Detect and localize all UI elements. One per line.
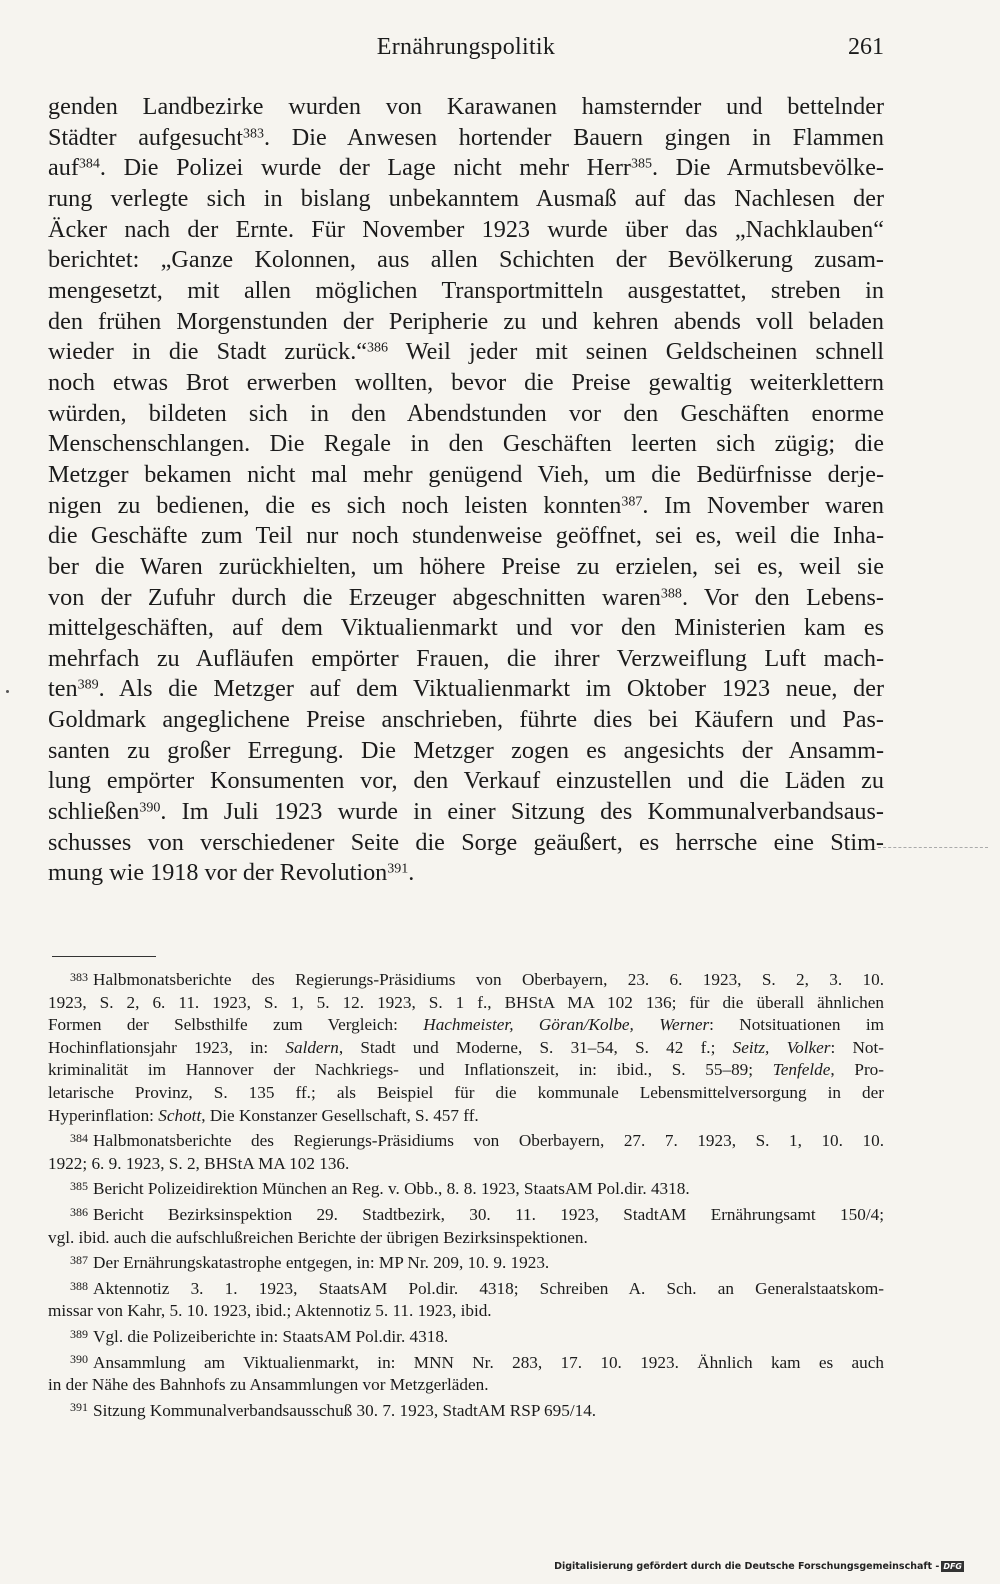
footnote-number: 387 [70,1252,89,1267]
body-line: wieder in die Stadt zurück.“$^{386}$ Weil jeder mit seinen Geldscheinen schnell [48,338,884,366]
footnote [48,1252,884,1275]
footnote [48,1278,884,1323]
dfg-logo: DFG [943,1562,962,1571]
body-line: nigen zu bedienen, die es sich noch leisten konnten$^{387}$. Im November waren [48,491,884,519]
footnote-line: $^{386}$ Bericht Bezirksinspektion 29. Stadtbezirk, 30. 11. 1923, StadtAM Ernährungsamt 150/4; [70,1204,884,1224]
footnote-separator [52,956,156,957]
footnote [48,1400,884,1423]
footnote-number: 389 [70,1326,89,1341]
footnote-number: 385 [70,1179,89,1194]
footnote-line: kriminalität im Hannover der Nachkriegs- und Inflationszeit, in: ibid., S. 55–89; Tenfelde, Pro- [48,1060,884,1080]
footnote-line: $^{383}$ Halbmonatsberichte des Regierungs-Präsidiums von Oberbayern, 23. 6. 1923, S. 2, 3. 10. [70,969,884,989]
body-line: die Geschäfte zum Teil nur noch stundenweise geöffnet, sei es, weil die Inha- [48,522,884,550]
body-line: genden Landbezirke wurden von Karawanen hamsternder und bettelnder [48,93,884,120]
footnote-number: 391 [70,1400,89,1415]
footnote-line: $^{384}$ Halbmonatsberichte des Regierungs-Präsidiums von Oberbayern, 27. 7. 1923, S. 1, 10. 10. [70,1130,884,1151]
body-line: noch etwas Brot erwerben wollten, bevor die Preise gewaltig weiterklettern [48,368,884,396]
body-line: von der Zufuhr durch die Erzeuger abgeschnitten waren$^{388}$. Vor den Lebens- [48,583,884,611]
footnote-line: $^{389}$ Vgl. die Polizeiberichte in: StaatsAM Pol.dir. 4318. [70,1326,449,1346]
body-line: Menschenschlangen. Die Regale in den Geschäften leerten sich zügig; die [48,430,884,458]
body-line: Äcker nach der Ernte. Für November 1923 wurde über das „Nachklauben“ [48,215,884,243]
footnote-number: 386 [70,1204,89,1219]
footnote-line: Formen der Selbsthilfe zum Vergleich: Hachmeister, Göran/Kolbe, Werner: Notsituationen im [48,1015,884,1035]
body-line: schusses von verschiedener Seite die Sorge geäußert, es herrsche eine Stim- [48,828,884,856]
scan-bleed-through-mark [878,847,988,849]
footnote-line: in der Nähe des Bahnhofs zu Ansammlungen vor Metzgerläden. [48,1375,489,1395]
scan-margin-mark [6,690,9,693]
credit-text: Digitalisierung gefördert durch die Deutsche Forschungsgemeinschaft - [554,1561,940,1572]
footnote-line: $^{390}$ Ansammlung am Viktualienmarkt, in: MNN Nr. 283, 17. 10. 1923. Ähnlich kam es auch [70,1352,884,1372]
body-line: santen zu großer Erregung. Die Metzger zogen es angesichts der Ansamm- [48,736,884,764]
body-line: Städter aufgesucht$^{383}$. Die Anwesen hortender Bauern gingen in Flammen [48,123,885,151]
body-line: schließen$^{390}$. Im Juli 1923 wurde in einer Sitzung des Kommunalverbandsaus- [48,798,884,826]
body-line: ten$^{389}$. Als die Metzger auf dem Viktualienmarkt im Oktober 1923 neue, der [48,675,884,703]
footnote-line: $^{388}$ Aktennotiz 3. 1. 1923, StaatsAM Pol.dir. 4318; Schreiben A. Sch. an Generalstaatskom- [70,1278,884,1298]
footnote-line: 1923, S. 2, 6. 11. 1923, S. 1, 5. 12. 1923, S. 1 f., BHStA MA 102 136; für die überall ähnlichen [48,992,884,1012]
body-line: rung verlegte sich in bislang unbekanntem Ausmaß auf das Nachlesen der [48,184,884,212]
body-line: auf$^{384}$. Die Polizei wurde der Lage nicht mehr Herr$^{385}$. Die Armutsbevölke- [48,154,884,182]
body-line: den frühen Morgenstunden der Peripherie zu und kehren abends voll beladen [48,307,884,335]
footnote-number: 390 [70,1352,89,1367]
footnote-line: letarische Provinz, S. 135 ff.; als Beispiel für die kommunale Lebensmittelversorgung in der [48,1082,884,1102]
footnote-line: Hochinflationsjahr 1923, in: Saldern, Stadt und Moderne, S. 31–54, S. 42 f.; Seitz, Volker: Not- [48,1037,885,1057]
footnote [48,1352,884,1397]
body-line: würden, bildeten sich in den Abendstunden vor den Geschäften enorme [48,399,884,427]
body-line: mengesetzt, mit allen möglichen Transportmitteln ausgestattet, streben in [48,276,884,304]
footnote-line: vgl. ibid. auch die aufschlußreichen Berichte der übrigen Bezirksinspektionen. [48,1227,588,1247]
body-line: mung wie 1918 vor der Revolution$^{391}$. [48,859,415,887]
body-line: mittelgeschäften, auf dem Viktualienmarkt und vor den Ministerien kam es [48,614,884,642]
footnote-number: 383 [70,969,89,984]
body-line: Metzger bekamen nicht mal mehr genügend Vieh, um die Bedürfnisse derje- [48,460,884,488]
page-header [48,34,884,66]
footnote-line: 1922; 6. 9. 1923, S. 2, BHStA MA 102 136. [48,1153,350,1173]
footnote [48,1204,884,1249]
body-line: berichtet: „Ganze Kolonnen, aus allen Schichten der Bevölkerung zusam- [48,246,884,274]
body-line: ber die Waren zurückhielten, um höhere Preise zu erzielen, sei es, weil sie [48,552,884,580]
page-number: 261 [848,34,884,60]
body-line: mehrfach zu Aufläufen empörter Frauen, die ihrer Verzweiflung Luft mach- [48,644,884,672]
footnote [48,1326,884,1349]
body-line: lung empörter Konsumenten vor, den Verkauf einzustellen und die Läden zu [48,767,884,795]
footnote-line: $^{391}$ Sitzung Kommunalverbandsausschuß 30. 7. 1923, StadtAM RSP 695/14. [70,1400,597,1420]
body-text [48,92,884,889]
footnote [48,969,884,1127]
footnote-number: 384 [70,1130,89,1145]
footnote-line: $^{385}$ Bericht Polizeidirektion München an Reg. v. Obb., 8. 8. 1923, StaatsAM Pol.dir. 4318. [70,1179,690,1199]
footnotes [48,969,884,1422]
running-title: Ernährungspolitik [376,34,556,60]
footnote [48,1130,884,1175]
footnote-line: missar von Kahr, 5. 10. 1923, ibid.; Aktennotiz 5. 11. 1923, ibid. [48,1301,492,1321]
footnote-number: 388 [70,1278,89,1293]
footnote-line: Hyperinflation: Schott, Die Konstanzer Gesellschaft, S. 457 ff. [48,1105,479,1125]
digitization-credit [554,1561,964,1572]
footnote [48,1178,884,1201]
body-line: Goldmark angeglichene Preise anschrieben, führte dies bei Käufern und Pas- [48,706,884,734]
footnote-line: $^{387}$ Der Ernährungskatastrophe entgegen, in: MP Nr. 209, 10. 9. 1923. [70,1252,550,1273]
